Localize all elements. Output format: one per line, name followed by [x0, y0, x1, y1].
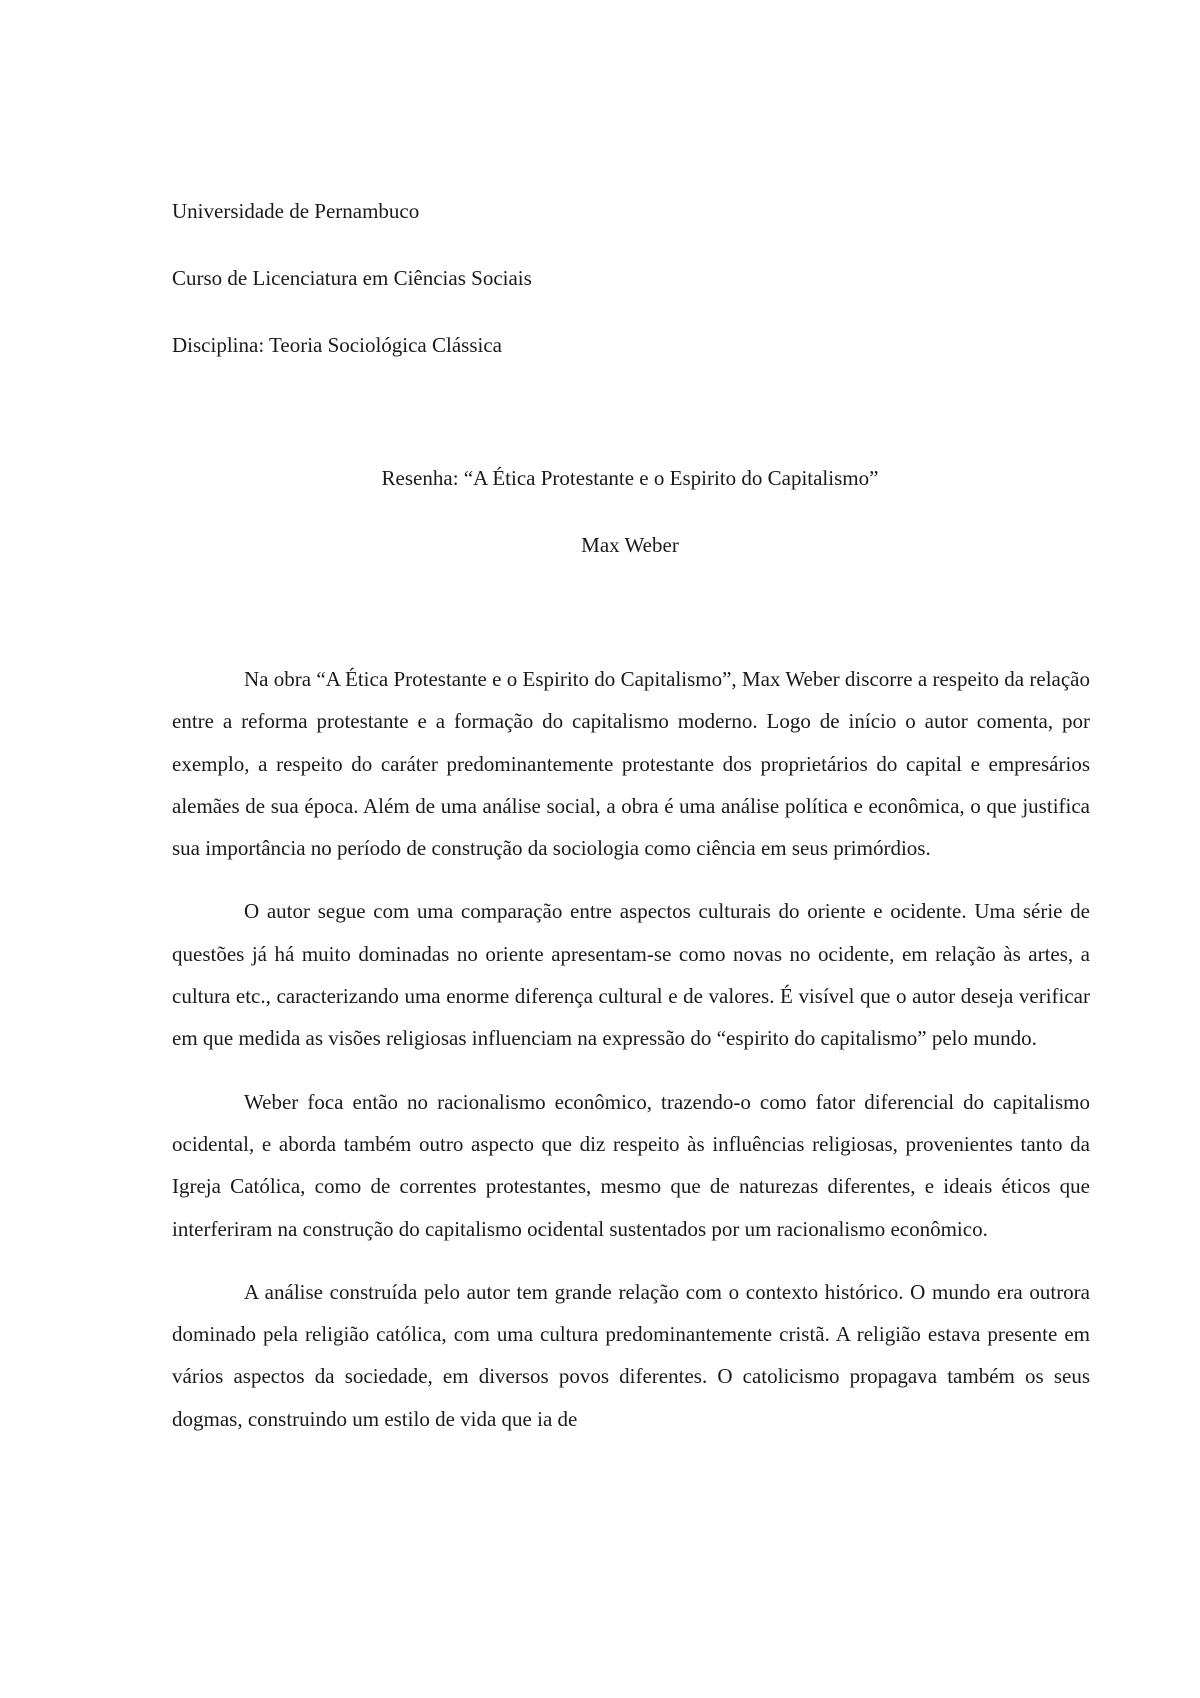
review-body: [172, 658, 1090, 1461]
discipline-line: Disciplina: Teoria Sociológica Clássica: [172, 333, 502, 357]
paragraph-3: Weber foca então no racionalismo econômico, trazendo-o como fator diferencial do capitalismo ocidental, e aborda também outro aspecto que diz respeito às influências religiosas, provenientes tanto da Igreja Católica, como de correntes protestantes, mesmo que de naturezas diferentes, e ideais éticos que interferiram na construção do capitalismo ocidental sustentados por um racionalismo econômico.: [172, 1089, 1090, 1241]
institution-line: Universidade de Pernambuco: [172, 199, 420, 223]
paragraph-1: Na obra “A Ética Protestante e o Espirito do Capitalismo”, Max Weber discorre a respeito da relação entre a reforma protestante e a formação do capitalismo moderno. Logo de início o autor comenta, por exemplo, a respeito do caráter predominantemente protestante dos proprietários do capital e empresários alemães de sua época. Além de uma análise social, a obra é uma análise política e econômica, o que justifica sua importância no período de construção da sociologia como ciência em seus primórdios.: [172, 667, 1090, 861]
course-line: Curso de Licenciatura em Ciências Sociais: [172, 266, 532, 290]
paragraph-2: O autor segue com uma comparação entre aspectos culturais do oriente e ocidente. Uma série de questões já há muito dominadas no oriente apresentam-se como novas no ocidente, em relação às artes, a cultura etc., caracterizando uma enorme diferença cultural e de valores. É visível que o autor deseja verificar em que medida as visões religiosas influenciam na expressão do “espirito do capitalismo” pelo mundo.: [172, 899, 1090, 1051]
review-title: Resenha: “A Ética Protestante e o Espirito do Capitalismo”: [381, 466, 879, 490]
review-author: Max Weber: [581, 533, 679, 557]
paragraph-4: A análise construída pelo autor tem grande relação com o contexto histórico. O mundo era outrora dominado pela religião católica, com uma cultura predominantemente cristã. A religião estava presente em vários aspectos da sociedade, em diversos povos diferentes. O catolicismo propagava também os seus dogmas, construindo um estilo de vida que ia de: [172, 1279, 1090, 1431]
